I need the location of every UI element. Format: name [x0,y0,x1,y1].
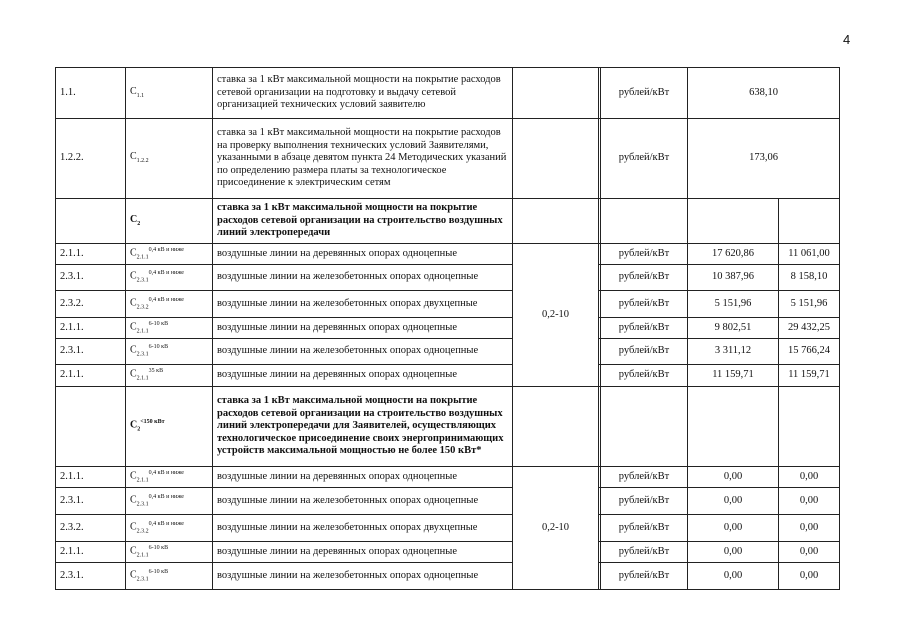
unit-cell: рублей/кВт [601,365,688,387]
rate-code: $C_{2.3.1}^{6-10 кВ}$ [126,563,213,590]
table-row [56,488,840,515]
row-description: воздушные линии на деревянных опорах одноцепные [213,318,513,339]
row-number: 1.2.2. [56,119,126,199]
unit-cell: рублей/кВт [601,339,688,365]
value-cell [688,199,779,244]
rate-code: $C_{1.1}$ [126,68,213,119]
rate-code: $C_{2.3.1}^{6-10 кВ}$ [126,339,213,365]
table-row [56,119,840,199]
voltage-cell [513,119,599,199]
value-cell: 29 432,25 [779,318,840,339]
value-cell: 0,00 [688,488,779,515]
table-row [56,68,840,119]
value-cell: 11 061,00 [779,244,840,265]
rate-code: $C_{2.1.1}^{0,4 кВ и ниже}$ [126,467,213,488]
value-cell: 17 620,86 [688,244,779,265]
table-row [56,244,840,265]
rate-code: $C_{2.1.1}^{0,4 кВ и ниже}$ [126,244,213,265]
value-cell: 0,00 [779,563,840,590]
unit-cell: рублей/кВт [601,265,688,291]
value-cell: 638,10 [688,68,840,119]
rate-code: $C_{2.3.1}^{0,4 кВ и ниже}$ [126,265,213,291]
row-number [56,387,126,467]
value-cell: 0,00 [779,467,840,488]
row-description: воздушные линии на железобетонных опорах одноцепные [213,339,513,365]
unit-cell: рублей/кВт [601,488,688,515]
row-description: воздушные линии на деревянных опорах одноцепные [213,467,513,488]
table-row [56,265,840,291]
row-description: ставка за 1 кВт максимальной мощности на покрытие расходов на проверку выполнения технических условий Заявителями, указанными в абзаце девятом пункта 24 Методических указаний по определению размера платы за технологическое присоединение к электрическим сетям [213,119,513,199]
value-cell: 8 158,10 [779,265,840,291]
row-number: 2.1.1. [56,318,126,339]
page-number: 4 [843,32,851,47]
row-number [56,199,126,244]
row-number: 2.3.1. [56,339,126,365]
table-row [56,318,840,339]
row-number: 2.3.1. [56,265,126,291]
unit-cell: рублей/кВт [601,119,688,199]
value-cell: 15 766,24 [779,339,840,365]
rate-code: $C_2^{<150 кВт}$ [126,387,213,467]
row-number: 2.1.1. [56,467,126,488]
section-title: ставка за 1 кВт максимальной мощности на покрытие расходов сетевой организации на строительство воздушных линий электропередачи [213,199,513,244]
unit-cell: рублей/кВт [601,244,688,265]
unit-cell: рублей/кВт [601,467,688,488]
row-number: 2.3.1. [56,563,126,590]
table-row [56,339,840,365]
value-cell: 10 387,96 [688,265,779,291]
voltage-cell [513,68,599,119]
rate-code: $C_{2.3.2}^{0,4 кВ и ниже}$ [126,291,213,318]
value-cell: 0,00 [688,563,779,590]
unit-cell [601,199,688,244]
rate-code: $C_{2.1.1}^{35 кВ}$ [126,365,213,387]
rate-code: $C_{2.3.1}^{0,4 кВ и ниже}$ [126,488,213,515]
row-description: воздушные линии на железобетонных опорах двухцепные [213,291,513,318]
row-description: воздушные линии на железобетонных опорах одноцепные [213,488,513,515]
rate-code: $C_2$ [126,199,213,244]
voltage-range: 0,2-10 [513,467,599,590]
value-cell: 5 151,96 [688,291,779,318]
row-number: 2.1.1. [56,244,126,265]
row-description: воздушные линии на железобетонных опорах одноцепные [213,563,513,590]
table-row [56,542,840,563]
row-description: ставка за 1 кВт максимальной мощности на покрытие расходов сетевой организации на подготовку и выдачу сетевой организацией технических условий заявителю [213,68,513,119]
value-cell: 11 159,71 [688,365,779,387]
table-row [56,515,840,542]
rate-code: $C_{1.2.2}$ [126,119,213,199]
row-description: воздушные линии на деревянных опорах одноцепные [213,542,513,563]
value-cell [688,387,779,467]
rate-code: $C_{2.1.1}^{6-10 кВ}$ [126,542,213,563]
value-cell: 11 159,71 [779,365,840,387]
rate-code: $C_{2.1.1}^{6-10 кВ}$ [126,318,213,339]
row-number: 2.3.1. [56,488,126,515]
unit-cell: рублей/кВт [601,318,688,339]
voltage-cell [513,387,599,467]
section-header-row [56,387,840,467]
unit-cell: рублей/кВт [601,291,688,318]
section-title: ставка за 1 кВт максимальной мощности на покрытие расходов сетевой организации на строительство воздушных линий электропередачи для Заявителей, осуществляющих технологическое присоединение своих энергопринимающих устройств максимальной мощностью не более 150 кВт* [213,387,513,467]
value-cell: 0,00 [779,488,840,515]
row-number: 2.1.1. [56,365,126,387]
section-header-row [56,199,840,244]
value-cell: 3 311,12 [688,339,779,365]
row-number: 2.3.2. [56,515,126,542]
row-description: воздушные линии на железобетонных опорах двухцепные [213,515,513,542]
unit-cell: рублей/кВт [601,542,688,563]
tariff-table [55,67,840,590]
row-number: 1.1. [56,68,126,119]
table-row [56,291,840,318]
value-cell: 0,00 [688,467,779,488]
value-cell: 0,00 [779,515,840,542]
value-cell: 173,06 [688,119,840,199]
rate-code: $C_{2.3.2}^{0,4 кВ и ниже}$ [126,515,213,542]
unit-cell: рублей/кВт [601,515,688,542]
table-row [56,365,840,387]
unit-cell: рублей/кВт [601,563,688,590]
table-row [56,467,840,488]
unit-cell [601,387,688,467]
row-description: воздушные линии на железобетонных опорах одноцепные [213,265,513,291]
voltage-cell [513,199,599,244]
unit-cell: рублей/кВт [601,68,688,119]
value-cell: 9 802,51 [688,318,779,339]
row-description: воздушные линии на деревянных опорах одноцепные [213,365,513,387]
value-cell: 0,00 [779,542,840,563]
value-cell: 5 151,96 [779,291,840,318]
value-cell [779,199,840,244]
row-description: воздушные линии на деревянных опорах одноцепные [213,244,513,265]
row-number: 2.3.2. [56,291,126,318]
table-row [56,563,840,590]
value-cell [779,387,840,467]
row-number: 2.1.1. [56,542,126,563]
value-cell: 0,00 [688,515,779,542]
voltage-range: 0,2-10 [513,244,599,387]
value-cell: 0,00 [688,542,779,563]
